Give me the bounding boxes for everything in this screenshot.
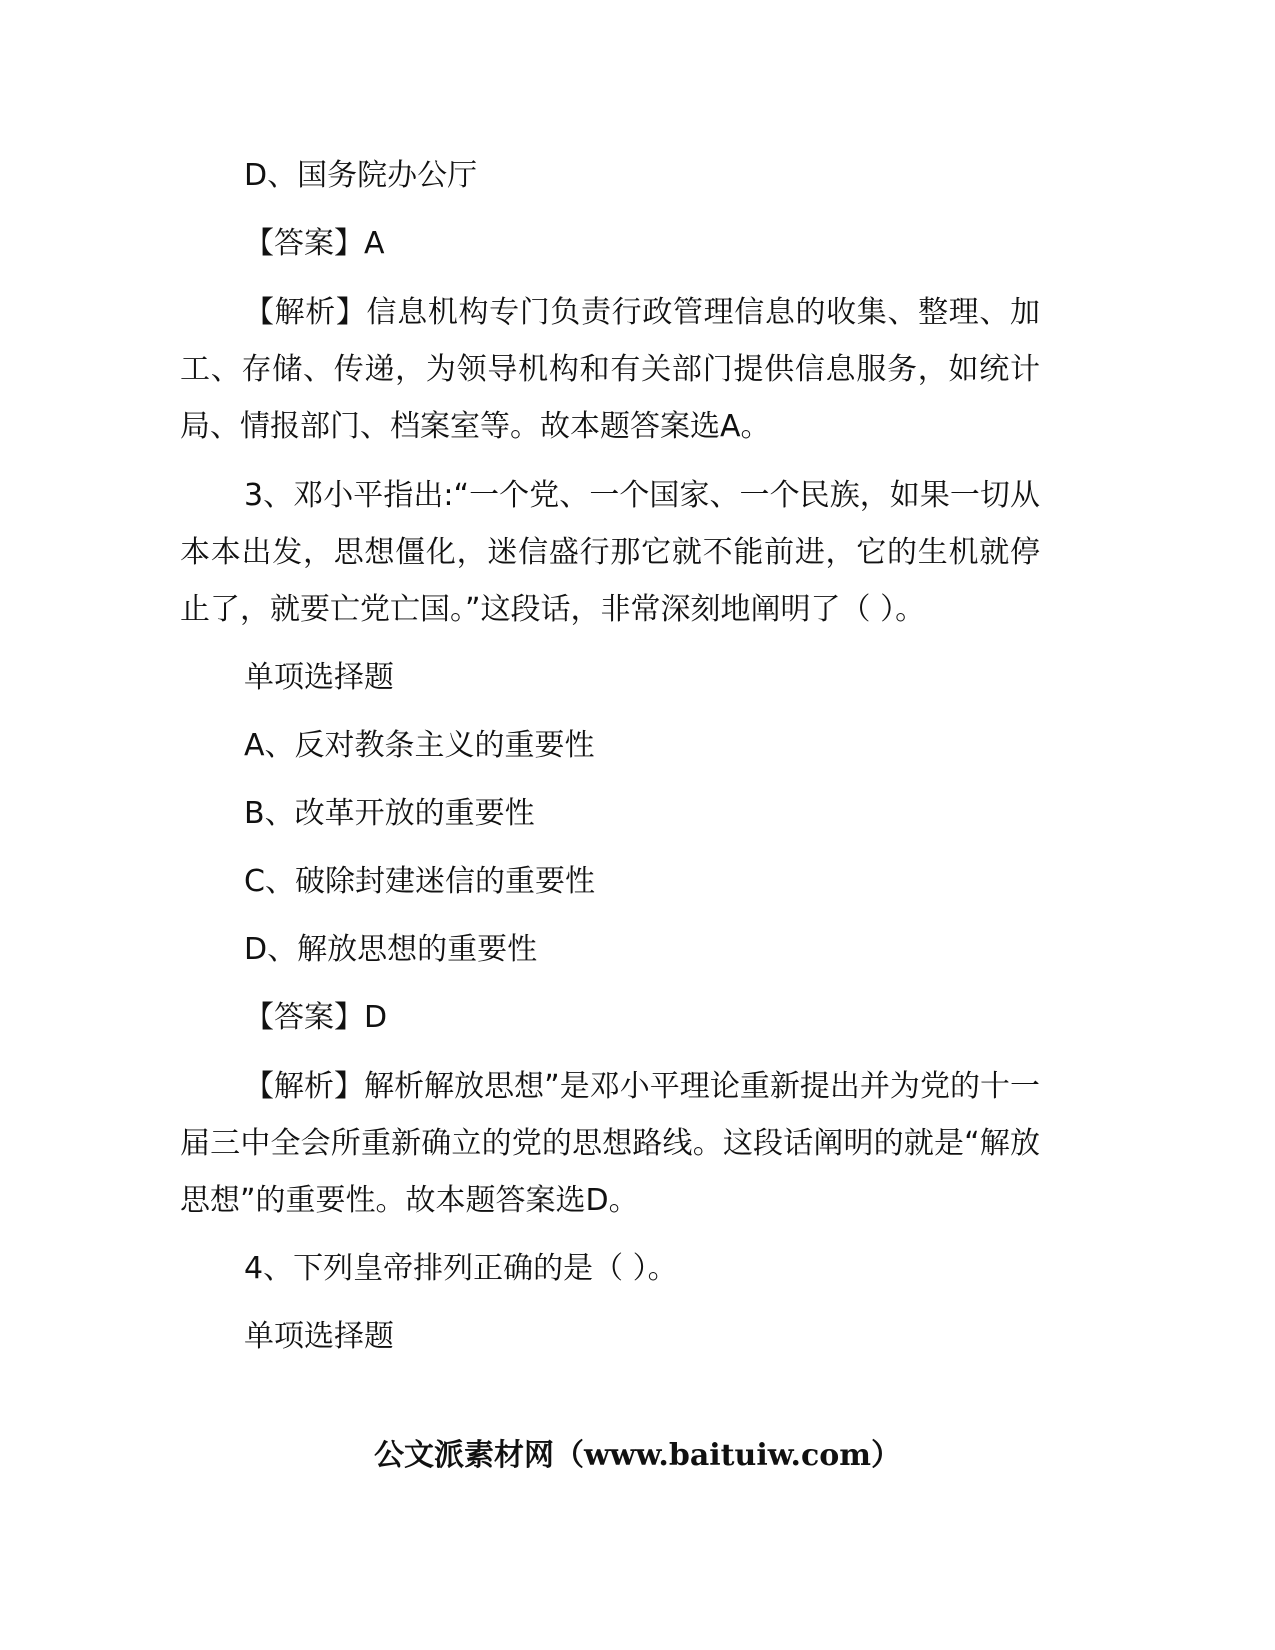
q2-analysis: 【解析】信息机构专门负责行政管理信息的收集、整理、加工、存储、传递，为领导机构和有关部门提供信息服务，如统计局、情报部门、档案室等。故本题答案选A。 bbox=[180, 295, 1040, 444]
q3-answer: 【答案】D bbox=[244, 1000, 388, 1035]
q3-option-d: D、解放思想的重要性 bbox=[244, 932, 538, 967]
q4-question: 4、下列皇帝排列正确的是（ ）。 bbox=[244, 1251, 678, 1286]
q3-type: 单项选择题 bbox=[244, 660, 394, 695]
q3-analysis: 【解析】解析解放思想”是邓小平理论重新提出并为党的十一届三中全会所重新确立的党的思想路线。这段话阐明的就是“解放思想”的重要性。故本题答案选D。 bbox=[180, 1069, 1040, 1218]
page-footer: 公文派素材网（www.baituiw.com） bbox=[373, 1438, 902, 1473]
q3-option-a: A、反对教条主义的重要性 bbox=[244, 728, 595, 763]
q3-option-c: C、破除封建迷信的重要性 bbox=[244, 864, 595, 899]
q3-option-b: B、改革开放的重要性 bbox=[244, 796, 535, 831]
q2-option-d: D、国务院办公厅 bbox=[244, 158, 478, 193]
q4-type: 单项选择题 bbox=[244, 1319, 394, 1354]
q3-question: 3、邓小平指出:“一个党、一个国家、一个民族，如果一切从本本出发，思想僵化，迷信盛行那它就不能前进，它的生机就停止了，就要亡党亡国。”这段话，非常深刻地阐明了（ ）。 bbox=[180, 478, 1040, 627]
document-body bbox=[180, 148, 1040, 1365]
q2-answer: 【答案】A bbox=[244, 226, 385, 261]
